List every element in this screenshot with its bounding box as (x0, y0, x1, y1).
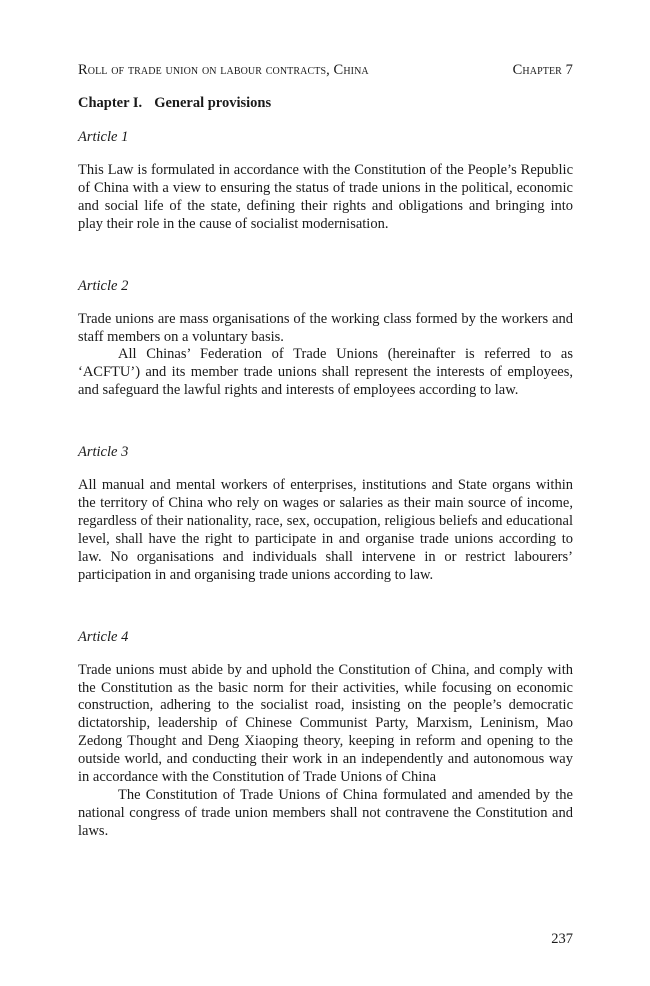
article-4-paragraph-1: Trade unions must abide by and uphold the Constitution of China, and comply with the Constitution as the basic norm for their activities, while focusing on economic construction, adhering to the socialist road, insisting on the people’s democratic dictatorship, leadership of Chinese Communist Party, Marxism, Leninism, Mao Zedong Thought and Deng Xiaoping theory, keeping in reform and opening to the outside world, and conducting their work in an independently and autonomous way in accordance with the Constitution of Trade Unions of China (78, 661, 573, 786)
article-2-paragraph-2: All Chinas’ Federation of Trade Unions (hereinafter is referred to as ‘ACFTU’) and its member trade unions shall represent the interests of employees, and safeguard the lawful rights and interests of employees according to law. (78, 346, 573, 399)
article-1-title: Article 1 (78, 129, 129, 145)
article-2-paragraph-1: Trade unions are mass organisations of the working class formed by the workers and staff members on a voluntary basis. (78, 310, 573, 345)
chapter-heading (78, 95, 573, 115)
running-head (78, 62, 573, 82)
running-head-title: Roll of trade union on labour contracts, China (78, 62, 369, 78)
page-number: 237 (551, 931, 573, 947)
chapter-title: General provisions (154, 95, 272, 111)
article-2-title: Article 2 (78, 277, 129, 294)
article-4-title: Article 4 (78, 628, 129, 645)
article-1-paragraph-1: This Law is formulated in accordance with the Constitution of the People’s Republic of China with a view to ensuring the status of trade unions in the political, economic and social life of the state, defining their rights and obligations and bringing into play their role in the cause of socialist modernisation. (78, 162, 573, 232)
article-4-paragraph-2: The Constitution of Trade Unions of China formulated and amended by the national congress of trade union members shall not contravene the Constitution and laws. (78, 786, 573, 839)
article-3-title: Article 3 (78, 444, 129, 461)
running-head-chapter: Chapter 7 (512, 62, 573, 78)
page-body (78, 62, 573, 841)
article-3-paragraph-1: All manual and mental workers of enterprises, institutions and State organs within the territory of China who rely on wages or salaries as their main source of income, regardless of their nationality, race, sex, occupation, religious beliefs and educational level, shall have the right to participate in and organise trade unions according to law. No organisations and individuals shall intervene in or restrict labourers’ participation in and organising trade unions according to law. (78, 477, 573, 583)
chapter-number: Chapter I. (78, 95, 143, 111)
